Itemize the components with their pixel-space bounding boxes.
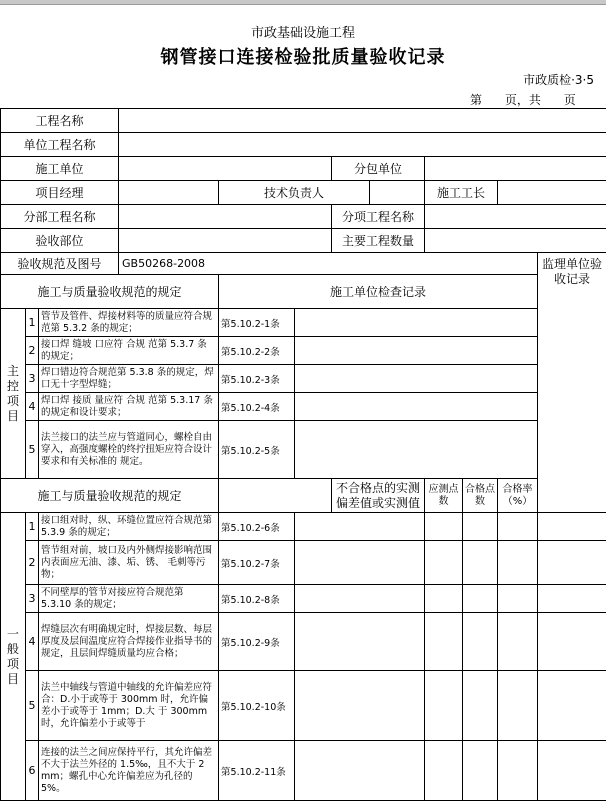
- main-item-ref: 第5.10.2-3条: [219, 365, 295, 393]
- main-item-no: 5: [26, 421, 39, 479]
- general-item-text: 接口组对时，纵、环缝位置应符合规范第 5.3.9 条的规定；: [39, 513, 219, 541]
- general-item-ref: 第5.10.2-8条: [219, 585, 295, 613]
- spec-value: GB50268-2008: [119, 253, 538, 275]
- main-item-ref: 第5.10.2-1条: [219, 309, 295, 337]
- general-item-ref: 第5.10.2-10条: [219, 671, 295, 741]
- general-item-no: 4: [26, 613, 39, 671]
- general-rate-cell[interactable]: [498, 671, 538, 741]
- general-nonconforming-cell[interactable]: [295, 741, 425, 801]
- general-nonconforming-cell[interactable]: [295, 513, 425, 541]
- sub-project-field[interactable]: [119, 205, 332, 229]
- general-qualified-cell[interactable]: [463, 613, 498, 671]
- general-item-no: 5: [26, 671, 39, 741]
- general-rate-cell[interactable]: [498, 513, 538, 541]
- main-quantity-label: 主要工程数量: [332, 229, 425, 253]
- general-supervision-cell[interactable]: [538, 513, 606, 541]
- general-item-ref: 第5.10.2-11条: [219, 741, 295, 801]
- form-code: 市政质检·3·5: [523, 73, 594, 87]
- general-measured-cell[interactable]: [425, 541, 463, 585]
- construction-record-header: 施工单位检查记录: [219, 275, 538, 309]
- main-item-no: 4: [26, 393, 39, 421]
- main-control-label: 主控项目: [1, 309, 26, 479]
- spec-label: 验收规范及图号: [1, 253, 119, 275]
- general-item-ref: 第5.10.2-9条: [219, 613, 295, 671]
- tech-lead-field[interactable]: [370, 181, 425, 205]
- general-measured-cell[interactable]: [425, 741, 463, 801]
- sub-project-label: 分部工程名称: [1, 205, 119, 229]
- rate-header: 合格率（%）: [498, 479, 538, 513]
- general-nonconforming-cell[interactable]: [295, 585, 425, 613]
- unit-project-label: 单位工程名称: [1, 133, 119, 157]
- main-quantity-field[interactable]: [425, 229, 606, 253]
- main-item-text: 管节及管件、焊接材料等的质量应符合规范第 5.3.2 条的规定；: [39, 309, 219, 337]
- main-item-record[interactable]: [295, 421, 538, 479]
- general-qualified-cell[interactable]: [463, 585, 498, 613]
- main-item-ref: 第5.10.2-4条: [219, 393, 295, 421]
- main-item-no: 2: [26, 337, 39, 365]
- general-item-ref: 第5.10.2-7条: [219, 541, 295, 585]
- sub-item-label: 分项工程名称: [332, 205, 425, 229]
- tech-lead-label: 技术负责人: [219, 181, 370, 205]
- inspection-part-field[interactable]: [119, 229, 332, 253]
- general-rate-cell[interactable]: [498, 741, 538, 801]
- general-nonconforming-cell[interactable]: [295, 671, 425, 741]
- main-item-record[interactable]: [295, 337, 538, 365]
- general-item-ref: 第5.10.2-6条: [219, 513, 295, 541]
- general-supervision-cell[interactable]: [538, 613, 606, 671]
- inspection-record-table: [0, 108, 606, 801]
- project-manager-label: 项目经理: [1, 181, 119, 205]
- main-item-text: 焊口焊 接质 量应符 合规 范第 5.3.17 条的规定和设计要求；: [39, 393, 219, 421]
- general-measured-cell[interactable]: [425, 671, 463, 741]
- foreman-label: 施工工长: [425, 181, 498, 205]
- general-item-no: 6: [26, 741, 39, 801]
- supervision-record-column: [538, 253, 606, 513]
- foreman-field[interactable]: [498, 181, 606, 205]
- general-nonconforming-cell[interactable]: [295, 613, 425, 671]
- page-indicator: 第 页，共 页: [470, 93, 576, 107]
- blank-header-cell: [219, 479, 332, 513]
- general-item-text: 管节组对前，坡口及内外侧焊接影响范围内表面应无油、漆、垢、锈、 毛刺等污物；: [39, 541, 219, 585]
- construction-unit-field[interactable]: [119, 157, 332, 181]
- project-name-label: 工程名称: [1, 109, 119, 133]
- general-measured-cell[interactable]: [425, 613, 463, 671]
- nonconforming-header: 不合格点的实测偏差值或实测值: [332, 479, 425, 513]
- general-supervision-cell[interactable]: [538, 741, 606, 801]
- general-item-no: 1: [26, 513, 39, 541]
- general-supervision-cell[interactable]: [538, 671, 606, 741]
- general-qualified-cell[interactable]: [463, 513, 498, 541]
- general-regulation-header: 施工与质量验收规范的规定: [1, 479, 219, 513]
- measured-header: 应测点数: [425, 479, 463, 513]
- general-measured-cell[interactable]: [425, 513, 463, 541]
- general-rate-cell[interactable]: [498, 585, 538, 613]
- main-item-text: 焊口错边符合规范第 5.3.8 条的规定，焊口无十字型焊缝；: [39, 365, 219, 393]
- supervision-record-header: 监理单位验收记录: [542, 257, 603, 286]
- main-item-record[interactable]: [295, 309, 538, 337]
- main-item-text: 接口焊 缝坡 口应符 合规 范第 5.3.7 条的规定；: [39, 337, 219, 365]
- top-border: [0, 0, 606, 5]
- general-measured-cell[interactable]: [425, 585, 463, 613]
- main-item-text: 法兰接口的法兰应与管道同心，螺栓自由穿入，高强度螺栓的终拧扭矩应符合设计要求和有关标准的 规定。: [39, 421, 219, 479]
- main-item-no: 1: [26, 309, 39, 337]
- general-label: 一般项目: [1, 513, 26, 801]
- general-qualified-cell[interactable]: [463, 671, 498, 741]
- form-title: 钢管接口连接检验批质量验收记录: [160, 47, 446, 68]
- general-nonconforming-cell[interactable]: [295, 541, 425, 585]
- sub-item-field[interactable]: [425, 205, 606, 229]
- general-qualified-cell[interactable]: [463, 741, 498, 801]
- general-supervision-cell[interactable]: [538, 585, 606, 613]
- general-item-no: 3: [26, 585, 39, 613]
- general-item-text: 不同壁厚的管节对接应符合规范第 5.3.10 条的规定；: [39, 585, 219, 613]
- main-item-no: 3: [26, 365, 39, 393]
- general-qualified-cell[interactable]: [463, 541, 498, 585]
- main-item-ref: 第5.10.2-5条: [219, 421, 295, 479]
- general-rate-cell[interactable]: [498, 613, 538, 671]
- inspection-part-label: 验收部位: [1, 229, 119, 253]
- general-rate-cell[interactable]: [498, 541, 538, 585]
- unit-project-field[interactable]: [119, 133, 606, 157]
- construction-unit-label: 施工单位: [1, 157, 119, 181]
- general-supervision-cell[interactable]: [538, 541, 606, 585]
- main-item-record[interactable]: [295, 393, 538, 421]
- project-name-field[interactable]: [119, 109, 606, 133]
- subcontract-field[interactable]: [425, 157, 606, 181]
- qualified-header: 合格点数: [463, 479, 498, 513]
- subcontract-label: 分包单位: [332, 157, 425, 181]
- project-manager-field[interactable]: [119, 181, 219, 205]
- general-item-text: 焊缝层次有明确规定时，焊接层数、每层厚度及层间温度应符合焊接作业指导书的规定，且层间焊缝质量均应合格；: [39, 613, 219, 671]
- main-item-record[interactable]: [295, 365, 538, 393]
- main-item-ref: 第5.10.2-2条: [219, 337, 295, 365]
- form-supertitle: 市政基础设施工程: [250, 26, 355, 41]
- regulation-header: 施工与质量验收规范的规定: [1, 275, 219, 309]
- general-item-text: 连接的法兰之间应保持平行，其允许偏差不大于法兰外径的 1.5‰，且不大于 2 mm；螺孔中心允许偏差应为孔径的 5%。: [39, 741, 219, 801]
- general-item-no: 2: [26, 541, 39, 585]
- general-item-text: 法兰中轴线与管道中轴线的允许偏差应符合：D.小于或等于 300mm 时，允许偏差小于或等于 1mm；D.大 于 300mm时，允许偏差小于或等于: [39, 671, 219, 741]
